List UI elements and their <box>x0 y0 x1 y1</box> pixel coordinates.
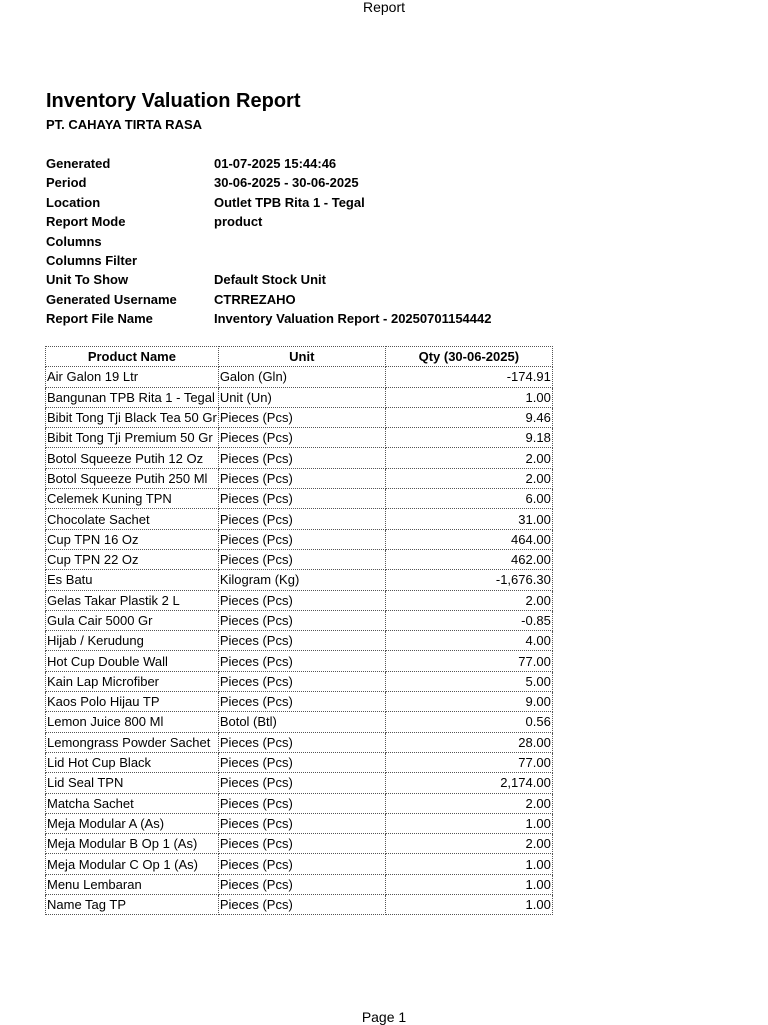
product-name-cell: Bibit Tong Tji Premium 50 Gr <box>46 428 219 448</box>
qty-cell: 462.00 <box>385 549 552 569</box>
product-name-cell: Lemongrass Powder Sachet <box>46 732 219 752</box>
column-header-qty: Qty (30-06-2025) <box>385 347 552 367</box>
meta-row <box>46 173 566 192</box>
qty-cell: 4.00 <box>385 631 552 651</box>
unit-cell: Pieces (Pcs) <box>218 813 385 833</box>
report-meta <box>46 154 566 329</box>
unit-cell: Pieces (Pcs) <box>218 773 385 793</box>
table-row <box>46 651 553 671</box>
unit-cell: Pieces (Pcs) <box>218 834 385 854</box>
meta-value: 30-06-2025 - 30-06-2025 <box>214 175 359 191</box>
unit-cell: Unit (Un) <box>218 387 385 407</box>
table-row <box>46 712 553 732</box>
qty-cell: 2.00 <box>385 590 552 610</box>
table-row <box>46 489 553 509</box>
unit-cell: Galon (Gln) <box>218 367 385 387</box>
table-row <box>46 692 553 712</box>
product-name-cell: Cup TPN 16 Oz <box>46 529 219 549</box>
meta-row <box>46 212 566 231</box>
qty-cell: 2.00 <box>385 793 552 813</box>
table-row <box>46 549 553 569</box>
product-name-cell: Lid Hot Cup Black <box>46 752 219 772</box>
qty-cell: 1.00 <box>385 895 552 915</box>
unit-cell: Pieces (Pcs) <box>218 874 385 894</box>
company-name: PT. CAHAYA TIRTA RASA <box>46 117 203 132</box>
table-row <box>46 854 553 874</box>
meta-value: Outlet TPB Rita 1 - Tegal <box>214 194 365 210</box>
product-name-cell: Lid Seal TPN <box>46 773 219 793</box>
unit-cell: Pieces (Pcs) <box>218 509 385 529</box>
table-row <box>46 834 553 854</box>
qty-cell: 9.46 <box>385 407 552 427</box>
column-header-unit: Unit <box>218 347 385 367</box>
qty-cell: 1.00 <box>385 874 552 894</box>
unit-cell: Pieces (Pcs) <box>218 610 385 630</box>
meta-row <box>46 251 566 270</box>
table-row <box>46 509 553 529</box>
meta-label: Generated Username <box>46 291 177 307</box>
meta-value: Default Stock Unit <box>214 272 326 288</box>
table-header-row <box>46 347 553 367</box>
product-name-cell: Botol Squeeze Putih 12 Oz <box>46 448 219 468</box>
meta-row <box>46 309 566 328</box>
qty-cell: 9.18 <box>385 428 552 448</box>
table-row <box>46 610 553 630</box>
product-name-cell: Chocolate Sachet <box>46 509 219 529</box>
product-name-cell: Kain Lap Microfiber <box>46 671 219 691</box>
table-row <box>46 813 553 833</box>
qty-cell: 2.00 <box>385 448 552 468</box>
unit-cell: Pieces (Pcs) <box>218 651 385 671</box>
table-row <box>46 752 553 772</box>
product-name-cell: Gelas Takar Plastik 2 L <box>46 590 219 610</box>
unit-cell: Pieces (Pcs) <box>218 752 385 772</box>
table-row <box>46 773 553 793</box>
qty-cell: 31.00 <box>385 509 552 529</box>
product-name-cell: Hijab / Kerudung <box>46 631 219 651</box>
meta-label: Report File Name <box>46 311 153 327</box>
unit-cell: Pieces (Pcs) <box>218 448 385 468</box>
page-footer: Page 1 <box>361 1009 407 1025</box>
unit-cell: Pieces (Pcs) <box>218 529 385 549</box>
unit-cell: Botol (Btl) <box>218 712 385 732</box>
unit-cell: Pieces (Pcs) <box>218 793 385 813</box>
qty-cell: 5.00 <box>385 671 552 691</box>
inventory-table <box>45 346 553 915</box>
table-row <box>46 570 553 590</box>
table-row <box>46 895 553 915</box>
qty-cell: 1.00 <box>385 813 552 833</box>
qty-cell: 1.00 <box>385 387 552 407</box>
unit-cell: Pieces (Pcs) <box>218 428 385 448</box>
meta-value: Inventory Valuation Report - 20250701154442 <box>214 311 492 327</box>
page-header: Report <box>362 0 406 15</box>
meta-row <box>46 270 566 289</box>
qty-cell: -0.85 <box>385 610 552 630</box>
product-name-cell: Es Batu <box>46 570 219 590</box>
qty-cell: 0.56 <box>385 712 552 732</box>
meta-row <box>46 232 566 251</box>
unit-cell: Pieces (Pcs) <box>218 692 385 712</box>
unit-cell: Pieces (Pcs) <box>218 895 385 915</box>
meta-label: Report Mode <box>46 214 126 230</box>
unit-cell: Pieces (Pcs) <box>218 631 385 651</box>
report-title: Inventory Valuation Report <box>46 90 301 112</box>
meta-row <box>46 193 566 212</box>
meta-value: product <box>214 214 263 230</box>
product-name-cell: Meja Modular C Op 1 (As) <box>46 854 219 874</box>
unit-cell: Pieces (Pcs) <box>218 489 385 509</box>
qty-cell: 9.00 <box>385 692 552 712</box>
unit-cell: Kilogram (Kg) <box>218 570 385 590</box>
table-row <box>46 387 553 407</box>
table-row <box>46 468 553 488</box>
product-name-cell: Gula Cair 5000 Gr <box>46 610 219 630</box>
table-row <box>46 671 553 691</box>
meta-label: Unit To Show <box>46 272 129 288</box>
product-name-cell: Name Tag TP <box>46 895 219 915</box>
table-row <box>46 590 553 610</box>
unit-cell: Pieces (Pcs) <box>218 732 385 752</box>
meta-label: Generated <box>46 156 111 171</box>
table-row <box>46 793 553 813</box>
meta-value: 01-07-2025 15:44:46 <box>214 156 337 171</box>
unit-cell: Pieces (Pcs) <box>218 854 385 874</box>
meta-row <box>46 290 566 309</box>
table-row <box>46 367 553 387</box>
meta-label: Columns Filter <box>46 252 138 268</box>
unit-cell: Pieces (Pcs) <box>218 549 385 569</box>
qty-cell: 6.00 <box>385 489 552 509</box>
qty-cell: 28.00 <box>385 732 552 752</box>
meta-label: Location <box>46 194 101 210</box>
product-name-cell: Bangunan TPB Rita 1 - Tegal <box>46 387 219 407</box>
table-row <box>46 428 553 448</box>
meta-value: CTRREZAHO <box>214 291 296 307</box>
meta-label: Period <box>46 175 87 191</box>
meta-row <box>46 154 566 173</box>
meta-label: Columns <box>46 233 102 249</box>
product-name-cell: Meja Modular A (As) <box>46 813 219 833</box>
qty-cell: 1.00 <box>385 854 552 874</box>
unit-cell: Pieces (Pcs) <box>218 590 385 610</box>
column-header-product-name: Product Name <box>46 347 219 367</box>
product-name-cell: Kaos Polo Hijau TP <box>46 692 219 712</box>
qty-cell: 2,174.00 <box>385 773 552 793</box>
qty-cell: 2.00 <box>385 834 552 854</box>
unit-cell: Pieces (Pcs) <box>218 671 385 691</box>
product-name-cell: Air Galon 19 Ltr <box>46 367 219 387</box>
product-name-cell: Matcha Sachet <box>46 793 219 813</box>
product-name-cell: Lemon Juice 800 Ml <box>46 712 219 732</box>
table-row <box>46 874 553 894</box>
product-name-cell: Menu Lembaran <box>46 874 219 894</box>
qty-cell: -174.91 <box>385 367 552 387</box>
product-name-cell: Meja Modular B Op 1 (As) <box>46 834 219 854</box>
qty-cell: 77.00 <box>385 752 552 772</box>
unit-cell: Pieces (Pcs) <box>218 468 385 488</box>
product-name-cell: Cup TPN 22 Oz <box>46 549 219 569</box>
table-row <box>46 631 553 651</box>
table-row <box>46 529 553 549</box>
qty-cell: 2.00 <box>385 468 552 488</box>
table-row <box>46 407 553 427</box>
qty-cell: -1,676.30 <box>385 570 552 590</box>
unit-cell: Pieces (Pcs) <box>218 407 385 427</box>
product-name-cell: Hot Cup Double Wall <box>46 651 219 671</box>
table-row <box>46 732 553 752</box>
product-name-cell: Botol Squeeze Putih 250 Ml <box>46 468 219 488</box>
qty-cell: 77.00 <box>385 651 552 671</box>
product-name-cell: Celemek Kuning TPN <box>46 489 219 509</box>
table-row <box>46 448 553 468</box>
qty-cell: 464.00 <box>385 529 552 549</box>
product-name-cell: Bibit Tong Tji Black Tea 50 Gr <box>46 407 219 427</box>
